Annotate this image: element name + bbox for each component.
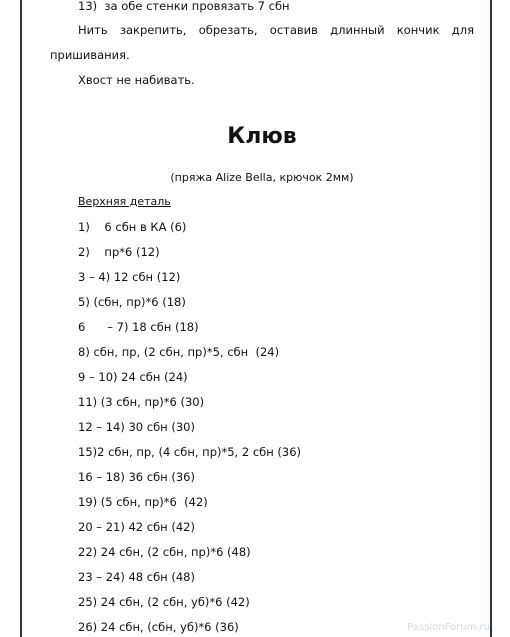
pattern-row: 1) 6 сбн в КА (6) [78,220,187,234]
pattern-row: 6 – 7) 18 сбн (18) [78,320,199,334]
pattern-row: 25) 24 сбн, (2 сбн, уб)*6 (42) [78,595,250,609]
pattern-row: 16 – 18) 36 сбн (36) [78,470,195,484]
page-border-right [490,0,492,637]
finish-instruction-line2: пришивания. [50,48,130,62]
section-heading-beak: Клюв [227,124,297,149]
pattern-row: 20 – 21) 42 сбн (42) [78,520,195,534]
pattern-row: 15)2 сбн, пр, (4 сбн, пр)*5, 2 сбн (36) [78,445,302,459]
pattern-row: 5) (сбн, пр)*6 (18) [78,295,186,309]
pattern-row: 9 – 10) 24 сбн (24) [78,370,188,384]
pattern-row: 26) 24 сбн, (сбн, уб)*6 (36) [78,620,239,634]
pattern-row: 19) (5 сбн, пр)*6 (42) [78,495,208,509]
pattern-row: 23 – 24) 48 сбн (48) [78,570,195,584]
finish-instruction-line1: Нить закрепить, обрезать, оставив длинный кончик для [78,23,474,37]
tail-note: Хвост не набивать. [78,73,195,87]
page-border-left [20,0,22,637]
upper-part-heading: Верхняя деталь [78,195,171,208]
pattern-row: 11) (3 сбн, пр)*6 (30) [78,395,205,409]
pattern-row: 22) 24 сбн, (2 сбн, пр)*6 (48) [78,545,251,559]
site-watermark: PassionForum.ru [407,622,490,633]
pattern-row: 3 – 4) 12 сбн (12) [78,270,181,284]
pattern-row: 8) сбн, пр, (2 сбн, пр)*5, сбн (24) [78,345,280,359]
pattern-row: 12 – 14) 30 сбн (30) [78,420,195,434]
pattern-row: 2) пр*6 (12) [78,245,160,259]
intro-row-13: 13) за обе стенки провязать 7 сбн [78,0,290,13]
yarn-hook-note: (пряжа Alize Bella, крючок 2мм) [170,171,354,184]
